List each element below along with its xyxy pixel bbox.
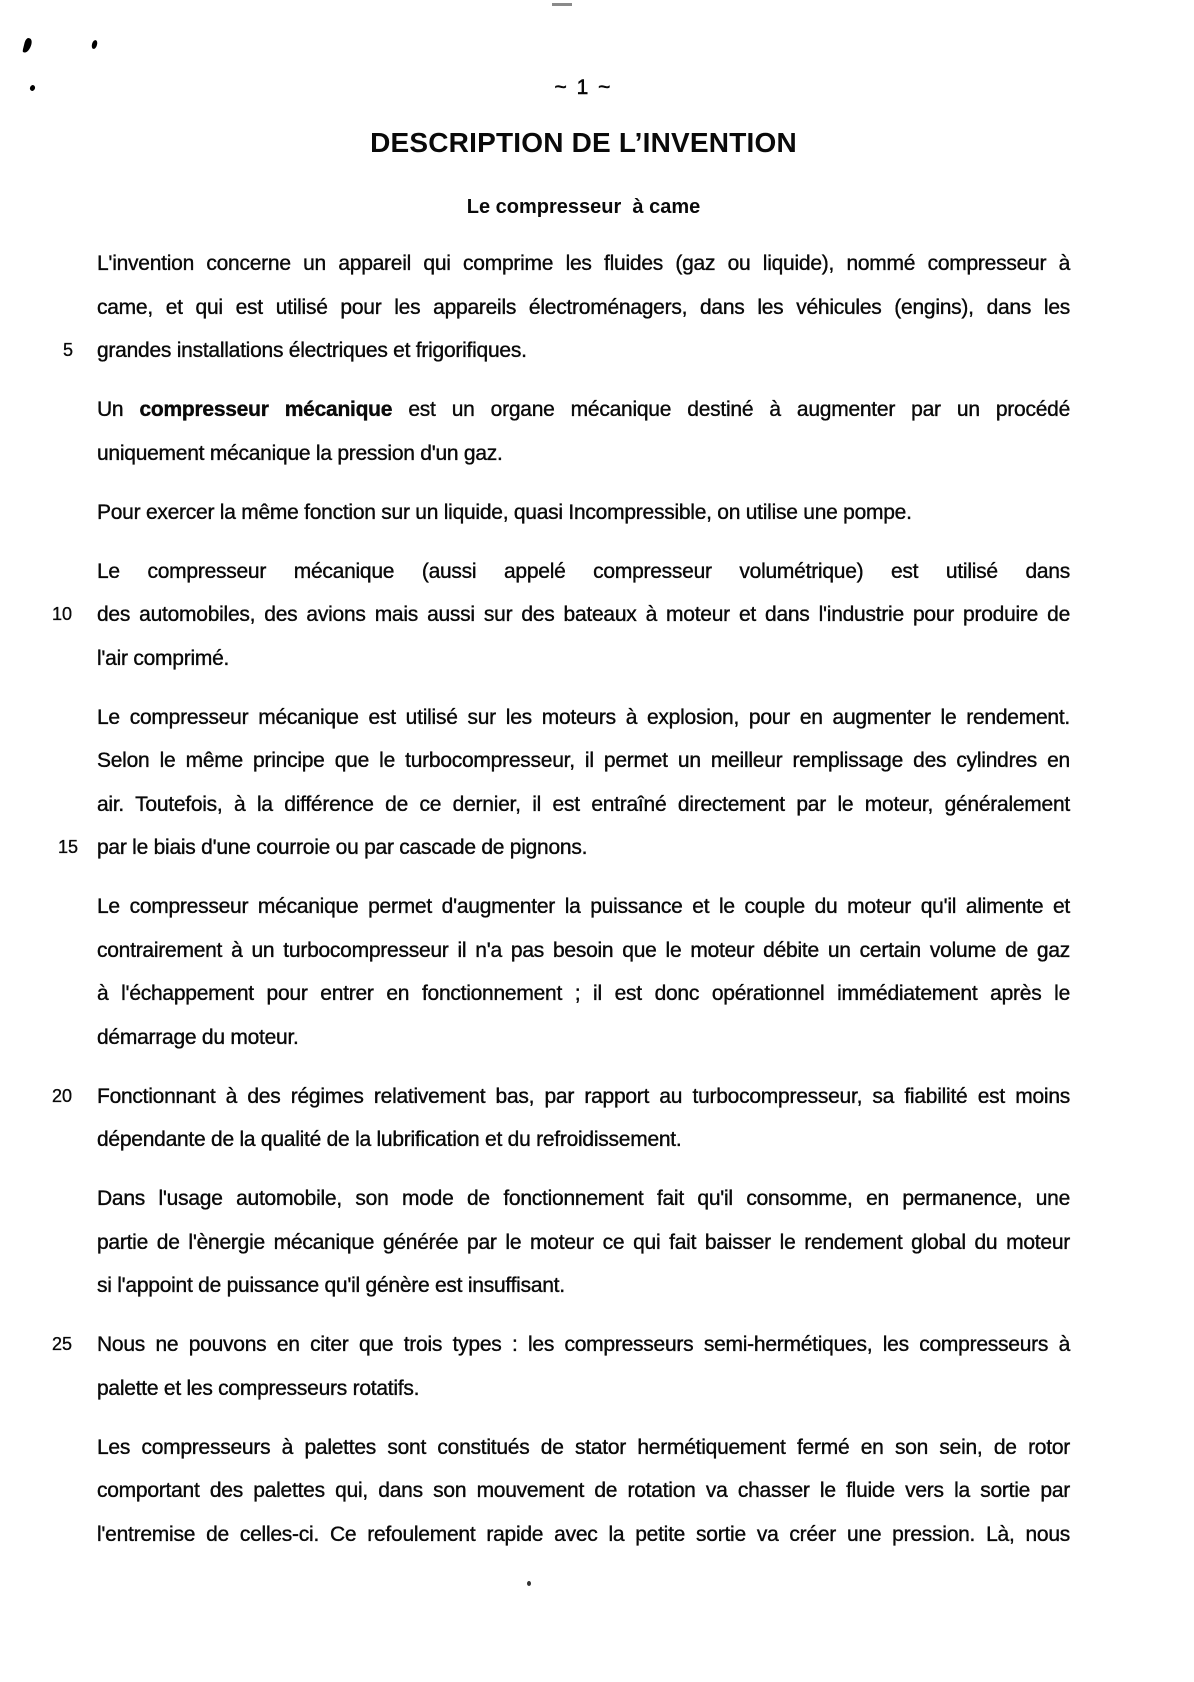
text-line: contrairement à un turbocompresseur il n'a pas besoin que le moteur débite un certain volume de gaz xyxy=(97,938,1070,962)
margin-line-number: 10 xyxy=(52,604,73,624)
text-line: l'entremise de celles-ci. Ce refoulement rapide avec la petite sortie va créer une pression. Là, nous xyxy=(97,1522,1070,1546)
text-line-content: Un xyxy=(97,398,140,421)
text-line: Pour exercer la même fonction sur un liquide, quasi Incompressible, on utilise une pompe. xyxy=(97,500,912,524)
text-line-content: Fonctionnant à des régimes relativement bas, par rapport au turbocompresseur, sa fiabilité est moins xyxy=(97,1084,1070,1108)
scan-artifact-dot xyxy=(527,1581,531,1586)
text-line xyxy=(62,329,1070,373)
text-line xyxy=(52,1075,1070,1119)
document-body xyxy=(52,242,1071,1572)
paragraph xyxy=(52,550,1070,681)
paragraph xyxy=(97,1177,1070,1308)
scan-artifact-mark xyxy=(91,39,98,49)
text-line: Selon le même principe que le turbocompresseur, il permet un meilleur remplissage des cylindres en xyxy=(97,749,1070,772)
scan-artifact-mark xyxy=(22,37,32,53)
text-line: L'invention concerne un appareil qui comprime les fluides (gaz ou liquide), nommé compresseur à xyxy=(97,252,1070,275)
text-line: palette et les compresseurs rotatifs. xyxy=(97,1376,420,1400)
text-line-content: des automobiles, des avions mais aussi sur des bateaux à moteur et dans l'industrie pour produire de xyxy=(97,603,1070,626)
document-subtitle: Le compresseur à came xyxy=(466,196,701,218)
text-line: uniquement mécanique la pression d'un gaz. xyxy=(97,441,503,465)
paragraph xyxy=(62,242,1070,373)
margin-line-number: 5 xyxy=(62,340,73,360)
paragraph xyxy=(97,491,1070,535)
text-line: comportant des palettes qui, dans son mouvement de rotation va chasser le fluide vers la sortie par xyxy=(97,1479,1070,1502)
paragraph xyxy=(52,1323,1070,1410)
text-line: à l'échappement pour entrer en fonctionnement ; il est donc opérationnel immédiatement après le xyxy=(97,982,1070,1005)
text-line-content: Nous ne pouvons en citer que trois types : les compresseurs semi-hermétiques, les compresseurs à xyxy=(97,1333,1070,1356)
margin-line-number: 20 xyxy=(52,1085,73,1106)
text-line-content: par le biais d'une courroie ou par cascade de pignons. xyxy=(97,836,588,859)
paragraph xyxy=(97,388,1070,475)
margin-line-number: 15 xyxy=(57,837,79,857)
text-line: Le compresseur mécanique (aussi appelé compresseur volumétrique) est utilisé dans xyxy=(97,559,1070,583)
paragraph xyxy=(97,885,1070,1059)
paragraph xyxy=(57,696,1070,870)
text-line-content: est un organe mécanique destiné à augmenter par un procédé xyxy=(392,398,1071,421)
paragraph xyxy=(52,1075,1070,1162)
text-line: Le compresseur mécanique est utilisé sur les moteurs à explosion, pour en augmenter le rendement. xyxy=(97,705,1070,729)
text-line: Les compresseurs à palettes sont constitués de stator hermétiquement fermé en son sein, de rotor xyxy=(97,1435,1070,1459)
text-line: Dans l'usage automobile, son mode de fonctionnement fait qu'il consomme, en permanence, une xyxy=(97,1187,1070,1210)
page-number: ~ 1 ~ xyxy=(554,76,613,99)
text-line: l'air comprimé. xyxy=(97,646,230,670)
document-title: DESCRIPTION DE L’INVENTION xyxy=(370,127,797,158)
text-line: air. Toutefois, à la différence de ce dernier, il est entraîné directement par le moteur, généralement xyxy=(97,792,1070,816)
text-line xyxy=(52,593,1070,637)
text-line-content-bold: compresseur mécanique xyxy=(139,398,393,421)
text-line: Le compresseur mécanique permet d'augmenter la puissance et le couple du moteur qu'il alimente et xyxy=(97,895,1070,918)
text-line: partie de l'ènergie mécanique générée par le moteur ce qui fait baisser le rendement global du moteur xyxy=(97,1230,1070,1254)
text-line-content: grandes installations électriques et frigorifiques. xyxy=(97,339,527,362)
scan-artifact-dash xyxy=(552,3,572,6)
paragraph xyxy=(97,1426,1070,1557)
scan-artifact-dot xyxy=(29,84,36,91)
text-line xyxy=(57,826,1070,870)
text-line xyxy=(52,1323,1070,1367)
text-line: démarrage du moteur. xyxy=(97,1025,299,1049)
text-line: si l'appoint de puissance qu'il génère est insuffisant. xyxy=(97,1274,565,1297)
text-line xyxy=(97,388,1070,432)
text-line: came, et qui est utilisé pour les appareils électroménagers, dans les véhicules (engins), dans les xyxy=(97,295,1070,319)
margin-line-number: 25 xyxy=(52,1334,73,1354)
text-line: dépendante de la qualité de la lubrification et du refroidissement. xyxy=(97,1128,682,1151)
